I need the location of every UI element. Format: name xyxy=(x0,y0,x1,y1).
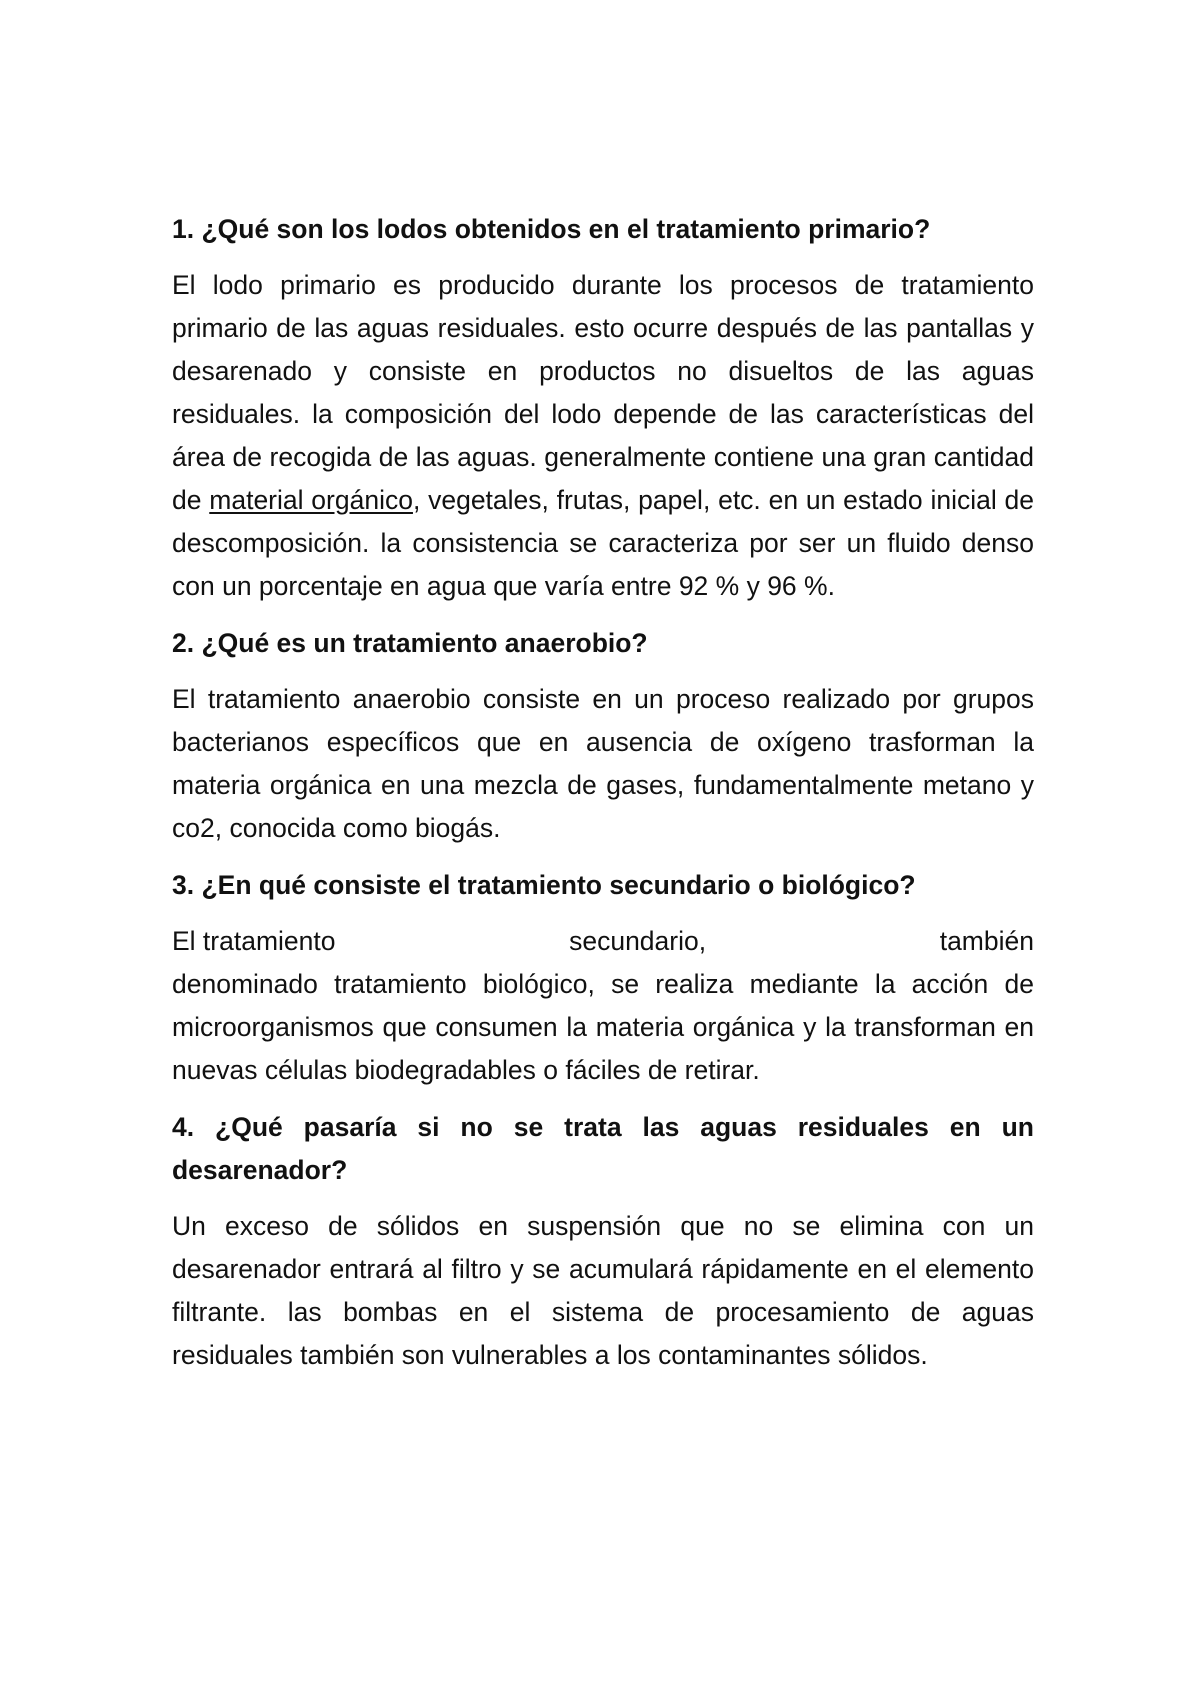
question-3-title: 3. ¿En qué consiste el tratamiento secundario o biológico? xyxy=(172,870,916,900)
answer-3-word-1: El tratamiento xyxy=(172,926,336,956)
question-2-title: 2. ¿Qué es un tratamiento anaerobio? xyxy=(172,628,648,658)
answer-3-rest: denominado tratamiento biológico, se realiza mediante la acción de microorganismos que consumen la materia orgánica y la transforman en nuevas células biodegradables o fáciles de retirar. xyxy=(172,969,1034,1085)
answer-3-word-3: también xyxy=(939,926,1034,956)
question-3-answer xyxy=(172,920,1034,1092)
question-2-answer: El tratamiento anaerobio consiste en un proceso realizado por grupos bacterianos específicos que en ausencia de oxígeno trasforman la materia orgánica en una mezcla de gases, fundamentalmente metano y co2, conocida como biogás. xyxy=(172,684,1034,843)
answer-1-text-end: , vegetales, frutas, papel, etc. en un estado inicial de descomposición. la consistencia se caracteriza por ser un fluido denso con un porcentaje en agua que varía entre 92 % y 96 %. xyxy=(172,485,1034,601)
question-4-answer: Un exceso de sólidos en suspensión que no se elimina con un desarenador entrará al filtro y se acumulará rápidamente en el elemento filtrante. las bombas en el sistema de procesamiento de aguas residuales también son vulnerables a los contaminantes sólidos. xyxy=(172,1211,1034,1370)
document-page xyxy=(172,208,1034,1377)
question-1-title: 1. ¿Qué son los lodos obtenidos en el tratamiento primario? xyxy=(172,214,931,244)
answer-3-first-line xyxy=(172,920,1034,963)
answer-3-word-2: secundario, xyxy=(569,926,707,956)
question-1-answer xyxy=(172,264,1034,608)
material-organico-link[interactable]: material orgánico xyxy=(209,485,413,515)
answer-1-text-start: El lodo primario es producido durante los procesos de tratamiento primario de las aguas residuales. esto ocurre después de las pantallas y desarenado y consiste en productos no disueltos de las aguas residuales. la composición del lodo depende de las características del área de recogida de las aguas. generalmente contiene una gran cantidad de xyxy=(172,270,1034,515)
question-4-title: 4. ¿Qué pasaría si no se trata las aguas residuales en un desarenador? xyxy=(172,1112,1034,1185)
